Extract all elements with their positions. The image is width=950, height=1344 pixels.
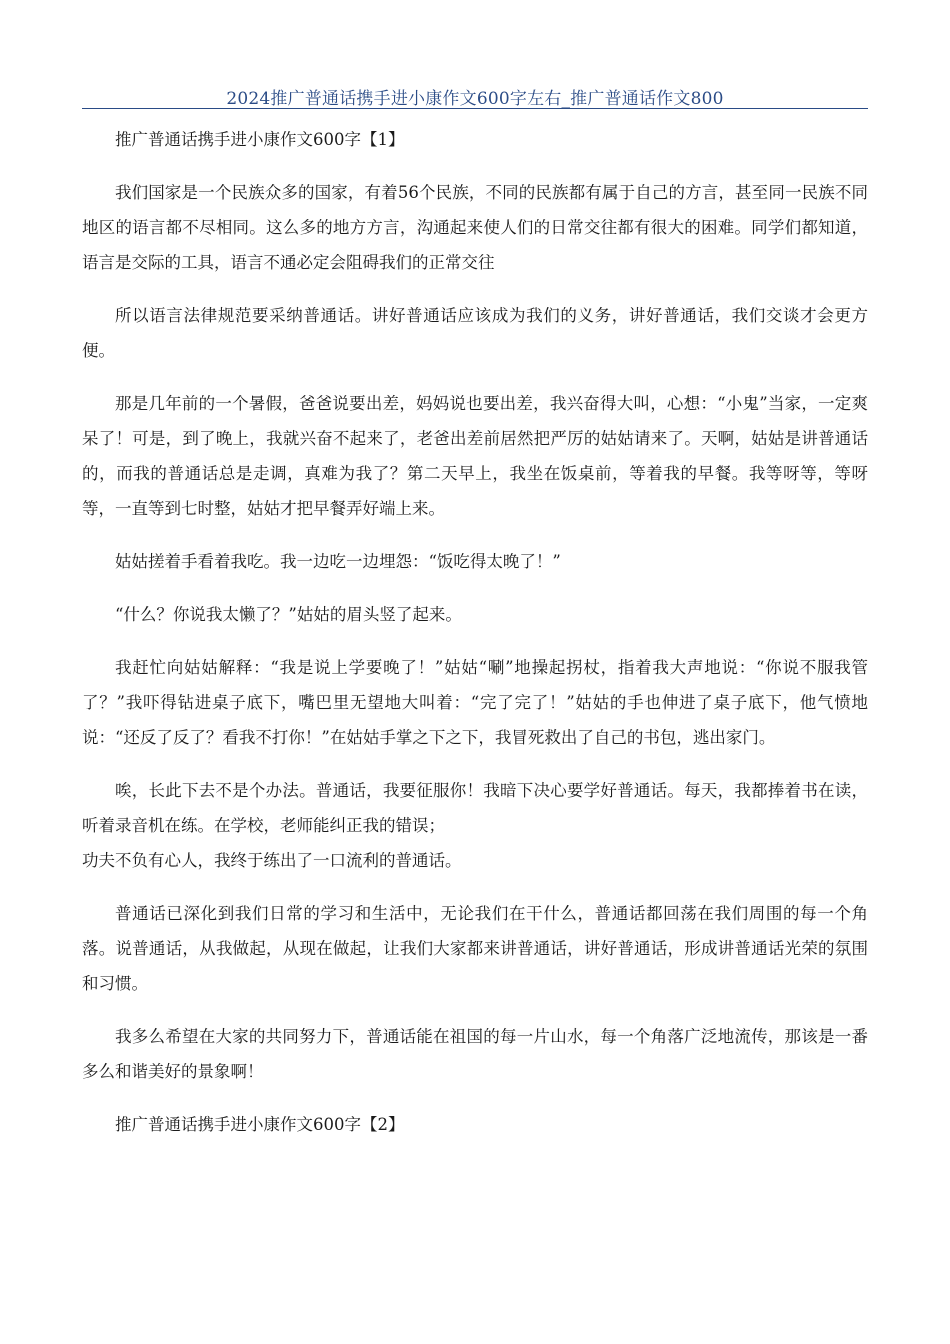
- paragraph: 我多么希望在大家的共同努力下，普通话能在祖国的每一片山水，每一个角落广泛地流传，那该是一番多么和谐美好的景象啊！: [82, 1027, 868, 1081]
- paragraph: 我们国家是一个民族众多的国家，有着56个民族，不同的民族都有属于自己的方言，甚至同一民族不同地区的语言都不尽相同。这么多的地方方言，沟通起来使人们的日常交往都有很大的困难。同学们都知道，语言是交际的工具，语言不通必定会阻碍我们的正常交往: [82, 183, 868, 272]
- header-divider: [82, 108, 868, 109]
- document-body: [82, 122, 868, 1160]
- paragraph: 功夫不负有心人，我终于练出了一口流利的普通话。: [82, 851, 462, 870]
- paragraph: 所以语言法律规范要采纳普通话。讲好普通话应该成为我们的义务，讲好普通话，我们交谈才会更方便。: [82, 306, 868, 360]
- paragraph: “什么？你说我太懒了？”姑姑的眉头竖了起来。: [115, 605, 462, 624]
- section-title-2: 推广普通话携手进小康作文600字【2】: [115, 1115, 405, 1134]
- paragraph: 我赶忙向姑姑解释：“我是说上学要晚了！”姑姑“唰”地操起拐杖，指着我大声地说：“你说不服我管了？”我吓得钻进桌子底下，嘴巴里无望地大叫着：“完了完了！”姑姑的手也伸进了桌子底下，他气愤地说：“还反了反了？看我不打你！”在姑姑手掌之下之下，我冒死救出了自己的书包，逃出家门。: [82, 658, 868, 747]
- paragraph: 普通话已深化到我们日常的学习和生活中，无论我们在干什么，普通话都回荡在我们周围的每一个角落。说普通话，从我做起，从现在做起，让我们大家都来讲普通话，讲好普通话，形成讲普通话光荣的氛围和习惯。: [82, 904, 868, 993]
- page-header-title: 2024推广普通话携手进小康作文600字左右_推广普通话作文800: [226, 89, 724, 109]
- paragraph: 那是几年前的一个暑假，爸爸说要出差，妈妈说也要出差，我兴奋得大叫，心想：“小鬼”当家，一定爽呆了！可是，到了晚上，我就兴奋不起来了，老爸出差前居然把严厉的姑姑请来了。天啊，姑姑是讲普通话的，而我的普通话总是走调，真难为我了？第二天早上，我坐在饭桌前，等着我的早餐。我等呀等，等呀等，一直等到七时整，姑姑才把早餐弄好端上来。: [82, 394, 868, 518]
- paragraph: 姑姑搓着手看着我吃。我一边吃一边埋怨：“饭吃得太晚了！”: [115, 552, 561, 571]
- section-title-1: 推广普通话携手进小康作文600字【1】: [115, 130, 405, 149]
- paragraph: 唉，长此下去不是个办法。普通话，我要征服你！我暗下决心要学好普通话。每天，我都捧着书在读，听着录音机在练。在学校，老师能纠正我的错误；: [82, 781, 868, 835]
